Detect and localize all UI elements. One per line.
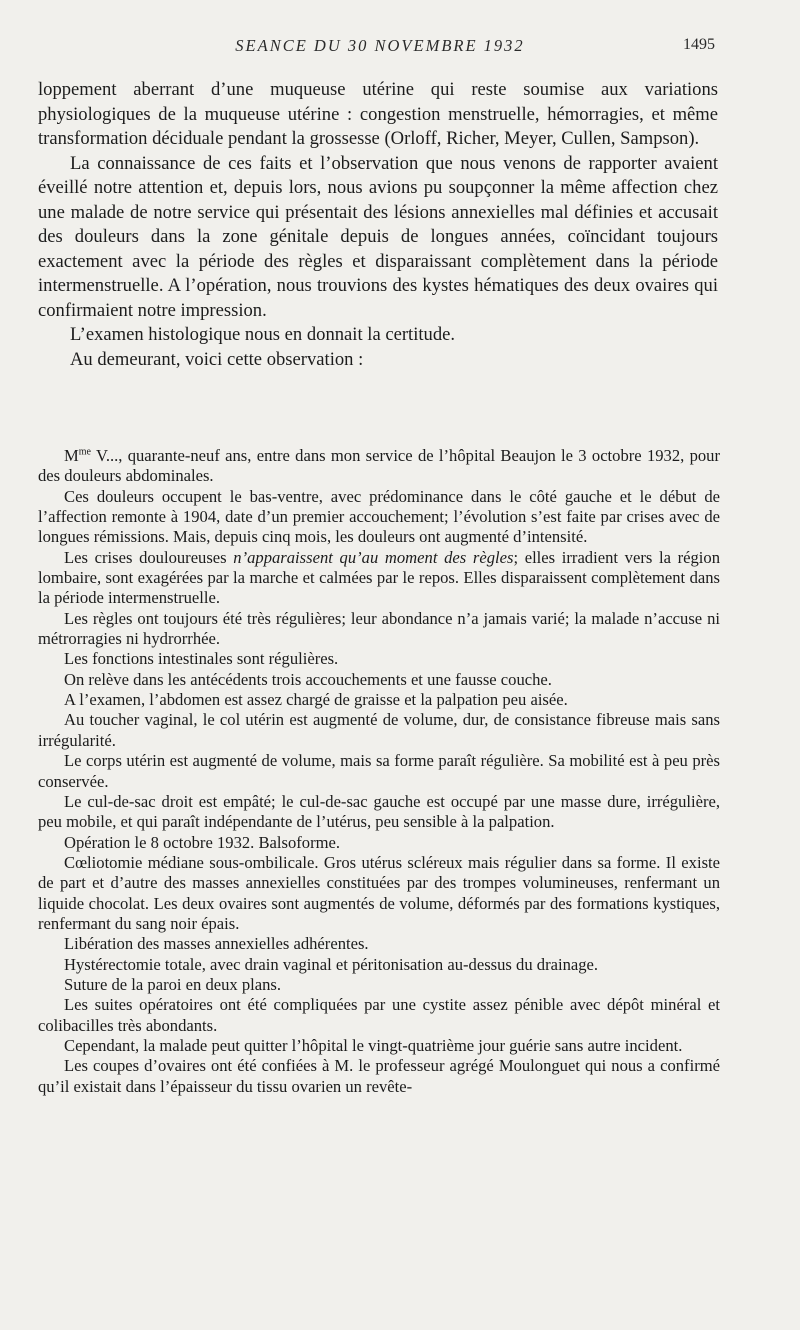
intro-text (38, 78, 718, 372)
case-observation (38, 446, 720, 1097)
observation-paragraph-cul-de-sac: Le cul-de-sac droit est empâté; le cul-de-sac gauche est occupé par une masse dure, irrégulière, peu mobile, et qui paraît indépendante de l’utérus, peu sensible à la palpation. (38, 791, 720, 832)
observation-paragraph-menses: Les règles ont toujours été très régulières; leur abondance n’a jamais varié; la malade n’accuse ni métrorragies ni hydrorrhée. (38, 608, 720, 649)
observation-paragraph-history: On relève dans les antécédents trois accouchements et une fausse couche. (64, 669, 552, 689)
observation-paragraph-liberation: Libération des masses annexielles adhérentes. (64, 934, 369, 954)
paragraph-continuation: loppement aberrant d’une muqueuse utérine qui reste soumise aux variations physiologiques de la muqueuse utérine : congestion menstruelle, hémorragies, et même transformation déciduale pendant la grossesse (Orloff, Richer, Meyer, Cullen, Sampson). (38, 79, 718, 149)
observation-paragraph-uterine-body: Le corps utérin est augmenté de volume, mais sa forme paraît régulière. Sa mobilité est à peu près conservée. (38, 751, 720, 791)
crises-emphasis: n’apparaissent qu’au moment des règles (233, 547, 514, 567)
observation-paragraph-admission (38, 446, 720, 487)
observation-paragraph-intestinal: Les fonctions intestinales sont régulières. (64, 649, 339, 669)
paragraph-knowledge: La connaissance de ces faits et l’observation que nous venons de rapporter avaient éveillé notre attention et, depuis lors, nous avions pu soupçonner la même affection chez une malade de notre service qui présentait des lésions annexielles mal définies et accusait des douleurs dans la zone génitale depuis de longues années, coïncidant toujours exactement avec la période des règles et disparaissant complètement dans la période intermenstruelle. A l’opération, nous trouvions des kystes hématiques des deux ovaires qui confirmaient notre impression. (38, 152, 718, 321)
observation-paragraph-crises (38, 548, 720, 609)
page-number: 1495 (683, 36, 715, 53)
observation-paragraph-vaginal-exam: Au toucher vaginal, le col utérin est augmenté de volume, dur, de consistance fibreuse mais sans irrégularité. (38, 710, 720, 750)
observation-paragraph-discharge: Cependant, la malade peut quitter l’hôpital le vingt-quatrième jour guérie sans autre incident. (64, 1035, 683, 1055)
observation-paragraph-pain-location: Ces douleurs occupent le bas-ventre, avec prédominance dans le côté gauche et le début de l’affection remonte à 1904, date d’un premier accouchement; l’évolution s’est faite par crises avec de longues rémissions. Mais, depuis cinq mois, les douleurs ont augmenté d’intensité. (38, 486, 720, 547)
patient-title: M (64, 446, 79, 465)
page-header (0, 36, 800, 60)
running-title: SEANCE DU 30 NOVEMBRE 1932 (235, 36, 525, 55)
paragraph-histology: L’examen histologique nous en donnait la certitude. (70, 324, 456, 345)
observation-paragraph-coeliotomy: Cœliotomie médiane sous-ombilicale. Gros utérus scléreux mais régulier dans sa forme. Il existe de part et d’autre des masses annexielles constituées par des trompes volumineuses, renfermant un liquide chocolat. Les deux ovaires sont augmentés de volume, déformés par des formations kystiques, renfermant du sang noir épais. (38, 852, 720, 933)
crises-text-start: Les crises douloureuses (64, 547, 234, 567)
observation-paragraph-hysterectomy: Hystérectomie totale, avec drain vaginal et péritonisation au-dessus du drainage. (64, 954, 599, 974)
observation-paragraph-operation-date: Opération le 8 octobre 1932. Balsoforme. (64, 832, 341, 852)
admission-text: V..., quarante-neuf ans, entre dans mon service de l’hôpital Beaujon le 3 octobre 1932, pour des douleurs abdominales. (38, 446, 720, 486)
crises-text-end: ; elles irradient vers la région lombaire, sont exagérées par la marche et calmées par le repos. Elles disparaissent complètement dans la période intermenstruelle. (38, 547, 720, 608)
observation-paragraph-suture: Suture de la paroi en deux plans. (64, 974, 282, 994)
paragraph-observation-intro: Au demeurant, voici cette observation : (70, 348, 364, 370)
patient-title-superscript: me (78, 446, 91, 458)
observation-paragraph-histology: Les coupes d’ovaires ont été confiées à M. le professeur agrégé Moulonguet qui nous a confirmé qu’il existait dans l’épaisseur du tissu ovarien un revête- (38, 1056, 720, 1096)
observation-paragraph-postop: Les suites opératoires ont été compliquées par une cystite assez pénible avec dépôt minéral et colibacilles très abondants. (38, 995, 720, 1035)
observation-paragraph-exam: A l’examen, l’abdomen est assez chargé de graisse et la palpation peu aisée. (64, 690, 568, 710)
